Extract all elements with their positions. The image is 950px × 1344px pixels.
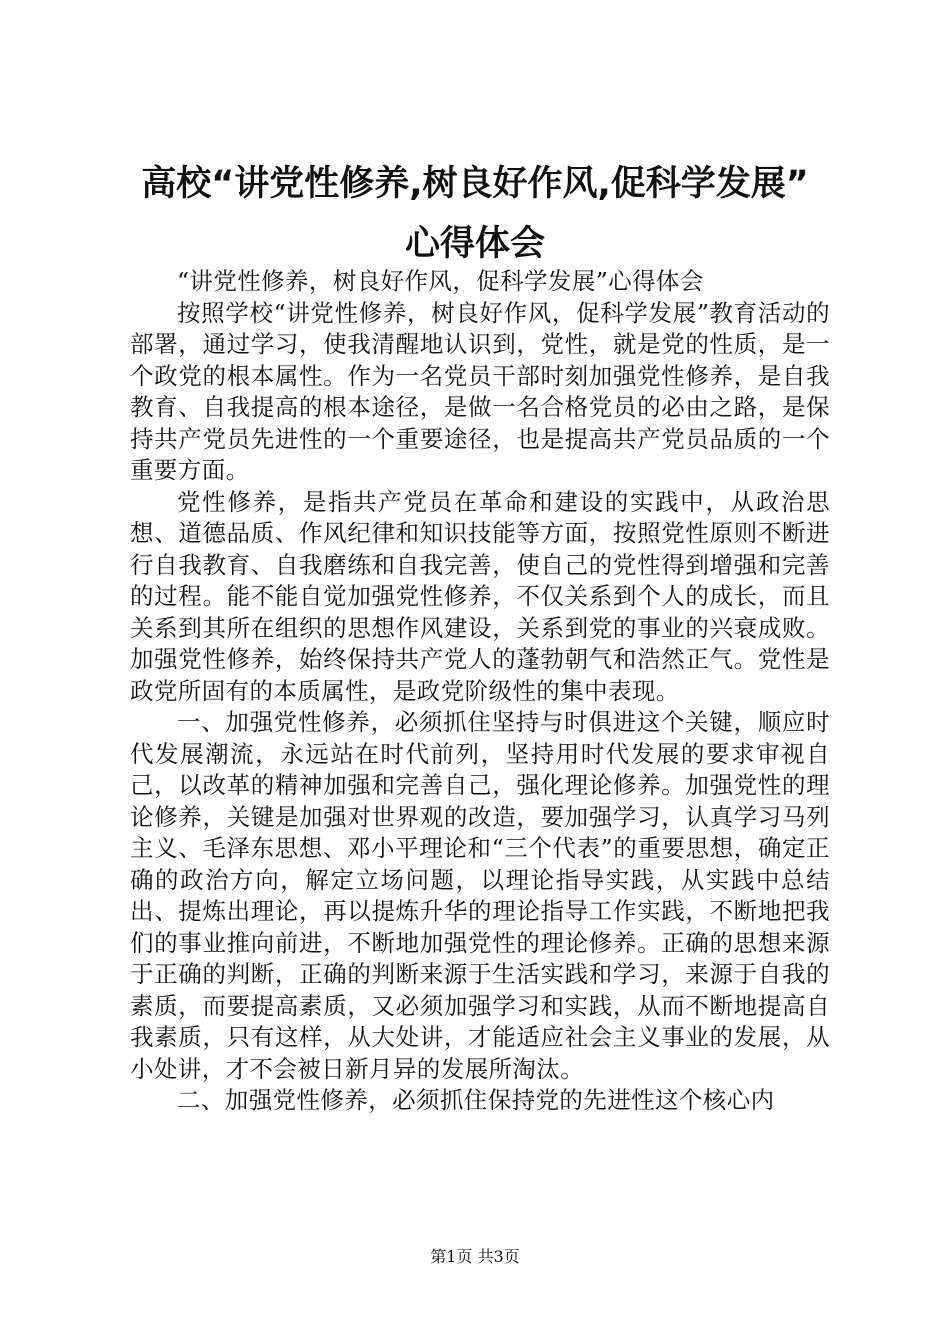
paragraph-intro: 按照学校“讲党性修养，树良好作风，促科学发展”教育活动的部署，通过学习，使我清醒地认识到，党性，就是党的性质，是一个政党的根本属性。作为一名党员干部时刻加强党性修养，是自我教育、自我提高的根本途径，是做一名合格党员的必由之路，是保持共产党员先进性的一个重要途径，也是提高共产党员品质的一个重要方面。 [130,298,830,484]
paragraph-definition: 党性修养，是指共产党员在革命和建设的实践中，从政治思想、道德品质、作风纪律和知识技能等方面，按照党性原则不断进行自我教育、自我磨练和自我完善，使自己的党性得到增强和完善的过程。能不能自觉加强党性修养，不仅关系到个人的成长，而且关系到其所在组织的思想作风建设，关系到党的事业的兴衰成败。加强党性修养，始终保持共产党人的蓬勃朝气和浩然正气。党性是政党所固有的本质属性，是政党阶级性的集中表现。 [130,487,830,705]
page-number-footer: 第1页 共3页 [430,1247,520,1266]
document-body [130,266,830,1117]
paragraph-subtitle: “讲党性修养，树良好作风，促科学发展”心得体会 [177,267,704,295]
document-title-line-1: 高校“讲党性修养,树良好作风,促科学发展” [141,164,809,204]
paragraph-point-two: 二、加强党性修养，必须抓住保持党的先进性这个核心内 [177,1086,775,1114]
paragraph-point-one: 一、加强党性修养，必须抓住坚持与时俱进这个关键，顺应时代发展潮流，永远站在时代前列，坚持用时代发展的要求审视自己，以改革的精神加强和完善自己，强化理论修养。加强党性的理论修养，关键是加强对世界观的改造，要加强学习，认真学习马列主义、毛泽东思想、邓小平理论和“三个代表”的重要思想，确定正确的政治方向，解定立场问题，以理论指导实践，从实践中总结出、提炼出理论，再以提炼升华的理论指导工作实践，不断地把我们的事业推向前进，不断地加强党性的理论修养。正确的思想来源于正确的判断，正确的判断来源于生活实践和学习，来源于自我的素质，而要提高素质，又必须加强学习和实践，从而不断地提高自我素质，只有这样，从大处讲，才能适应社会主义事业的发展，从小处讲，才不会被日新月异的发展所淘汰。 [130,708,830,1083]
document-title-line-2: 心得体会 [404,224,545,264]
